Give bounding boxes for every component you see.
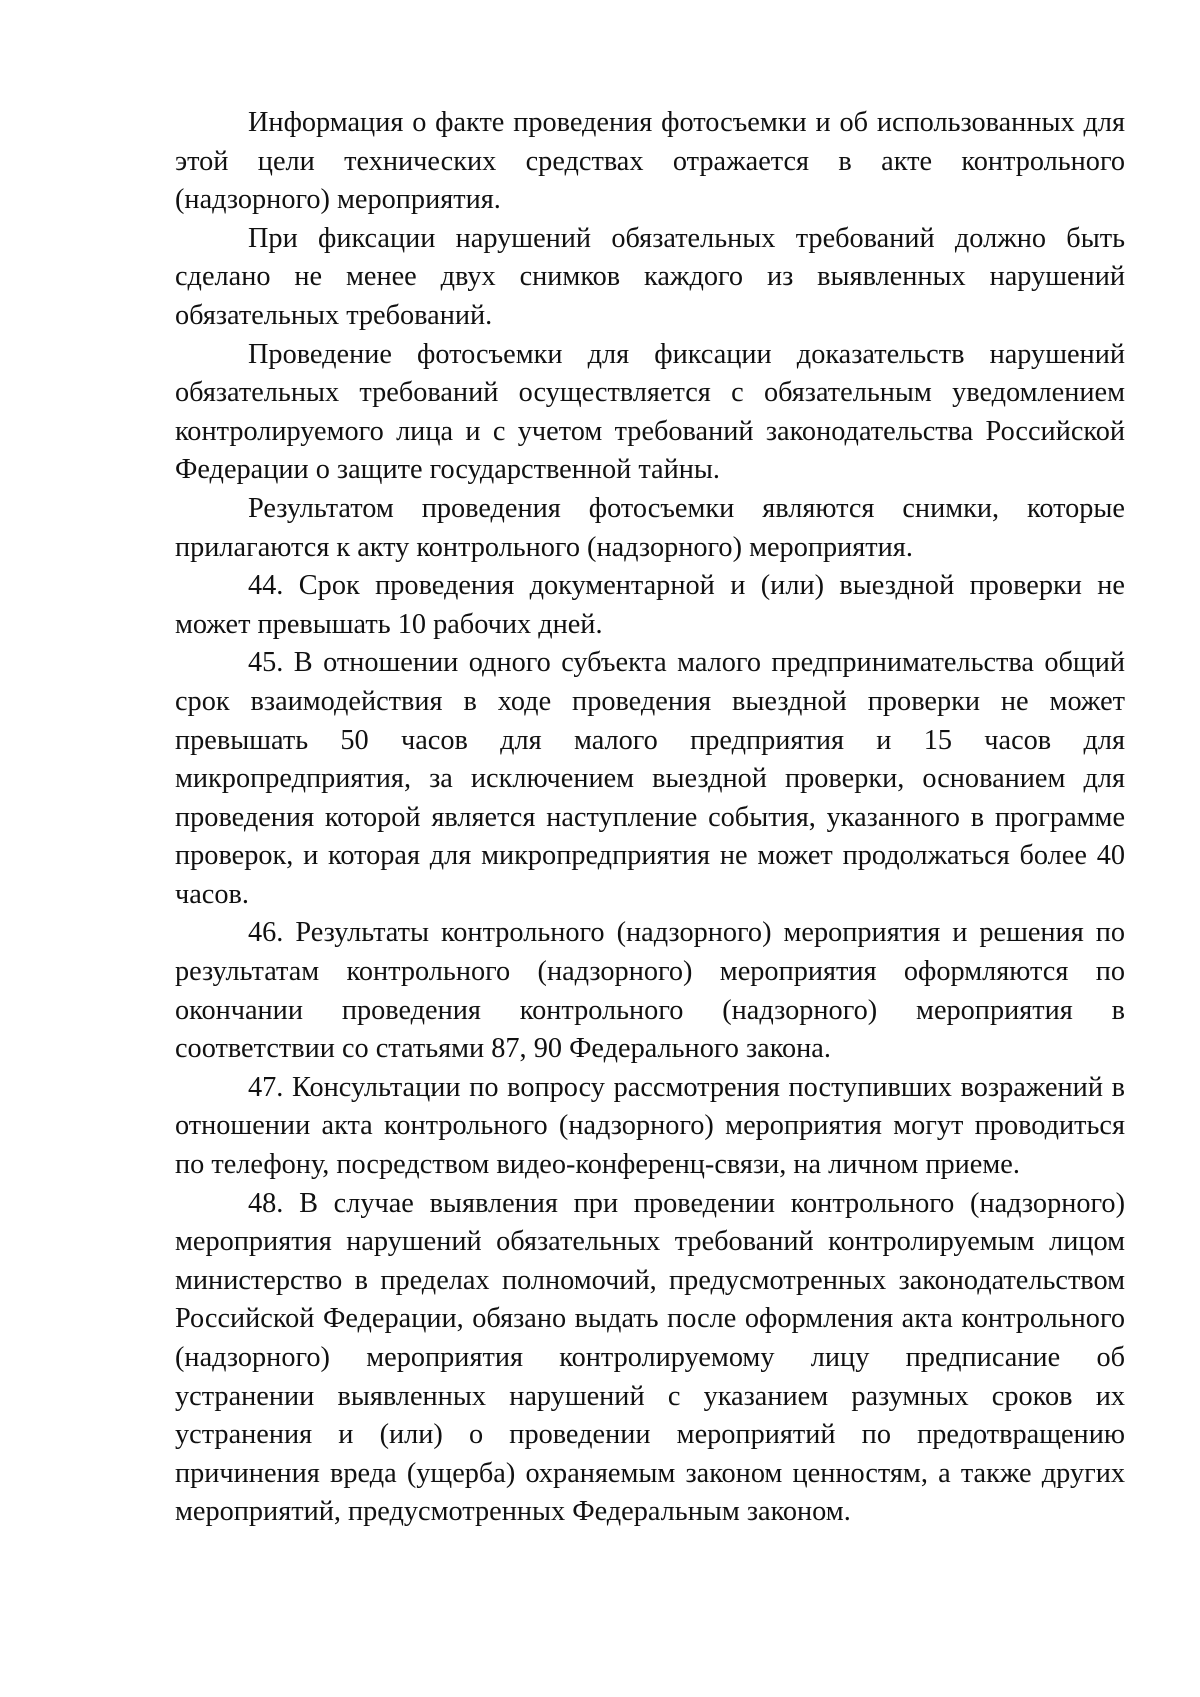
- paragraph-45: 45. В отношении одного субъекта малого предпринимательства общий срок взаимодействия в ходе проведения выездной проверки не может превышать 50 часов для малого предприятия и 15 часов для микропредприятия, за исключением выездной проверки, основанием для проведения которой является наступление события, указанного в программе проверок, и которая для микропредприятия не может продолжаться более 40 часов.: [175, 647, 1125, 910]
- paragraph-44: 44. Срок проведения документарной и (или) выездной проверки не может превышать 10 рабочих дней.: [175, 570, 1125, 640]
- paragraph-46: 46. Результаты контрольного (надзорного) мероприятия и решения по результатам контрольного (надзорного) мероприятия оформляются по окончании проведения контрольного (надзорного) мероприятия в соответствии со статьями 87, 90 Федерального закона.: [175, 917, 1125, 1065]
- paragraph-48: 48. В случае выявления при проведении контрольного (надзорного) мероприятия нарушений обязательных требований контролируемым лицом министерство в пределах полномочий, предусмотренных законодательством Российской Федерации, обязано выдать после оформления акта контрольного (надзорного) мероприятия контролируемому лицу предписание об устранении выявленных нарушений с указанием разумных сроков их устранения и (или) о проведении мероприятий по предотвращению причинения вреда (ущерба) охраняемым законом ценностям, а также других мероприятий, предусмотренных Федеральным законом.: [175, 1187, 1125, 1528]
- paragraph-photo-notice: Проведение фотосъемки для фиксации доказательств нарушений обязательных требований осуществляется с обязательным уведомлением контролируемого лица и с учетом требований законодательства Российской Федерации о защите государственной тайны.: [175, 338, 1125, 486]
- paragraph-photo-count: При фиксации нарушений обязательных требований должно быть сделано не менее двух снимков каждого из выявленных нарушений обязательных требований.: [175, 222, 1125, 331]
- paragraph-photo-result: Результатом проведения фотосъемки являются снимки, которые прилагаются к акту контрольного (надзорного) мероприятия.: [175, 492, 1125, 563]
- document-body: [175, 104, 1125, 1532]
- paragraph-47: 47. Консультации по вопросу рассмотрения поступивших возражений в отношении акта контрольного (надзорного) мероприятия могут проводиться по телефону, посредством видео-конференц-связи, на личном приеме.: [175, 1071, 1125, 1181]
- paragraph-photo-info: Информация о факте проведения фотосъемки и об использованных для этой цели технических средствах отражается в акте контрольного (надзорного) мероприятия.: [175, 107, 1125, 216]
